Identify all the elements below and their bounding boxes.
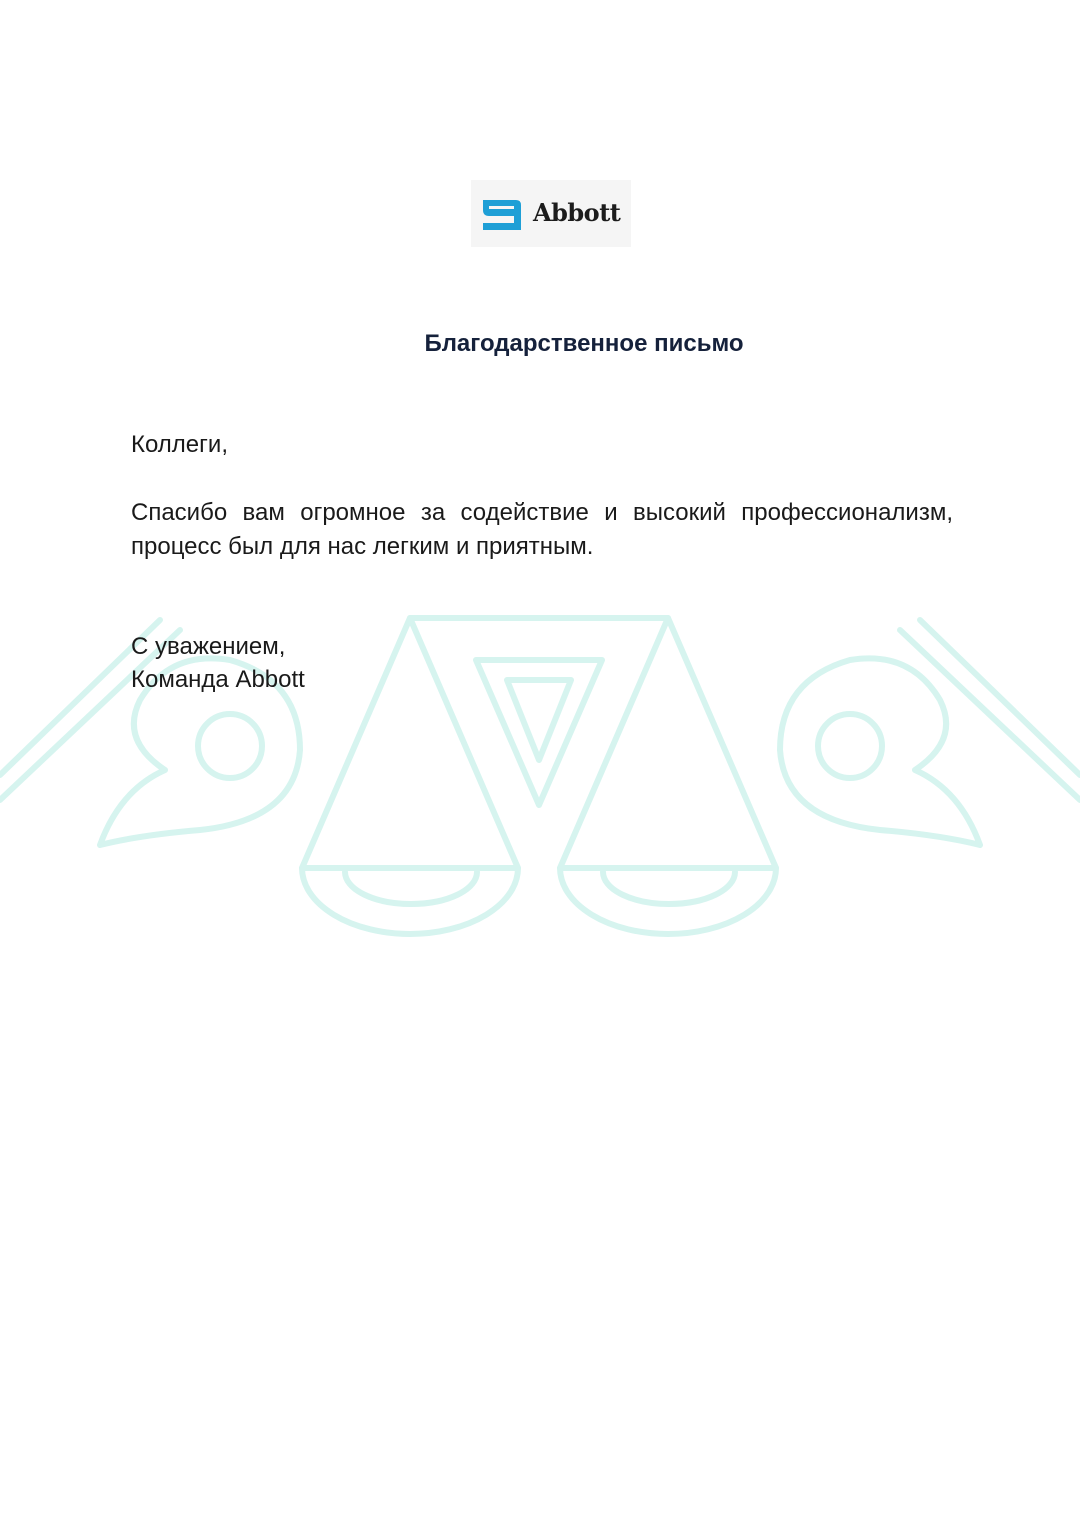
abbott-logo-mark-icon <box>479 197 525 233</box>
abbott-logo-text: Abbott <box>533 198 621 227</box>
abbott-logo <box>471 180 631 247</box>
letter-signature: Команда Abbott <box>131 666 305 693</box>
letter-body-paragraph: Спасибо вам огромное за содействие и высокий профессионализм, процесс был для нас легким и приятным. <box>131 499 953 560</box>
letter-signoff: С уважением, <box>131 633 286 660</box>
letter-title: Благодарственное письмо <box>424 330 744 357</box>
letter-greeting: Коллеги, <box>131 431 228 458</box>
